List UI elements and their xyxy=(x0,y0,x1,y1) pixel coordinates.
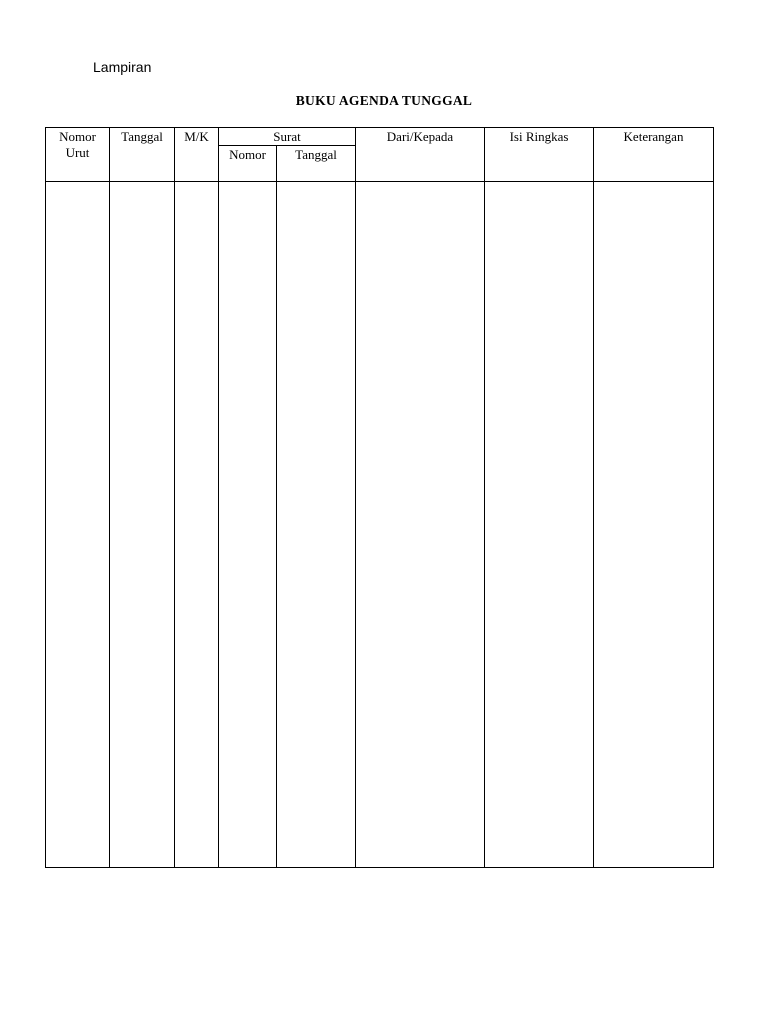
table-row xyxy=(46,182,714,868)
document-title: BUKU AGENDA TUNGGAL xyxy=(295,93,473,108)
cell-surat-nomor[interactable] xyxy=(219,182,277,868)
header-mk: M/K xyxy=(175,128,219,182)
header-isi-ringkas: Isi Ringkas xyxy=(485,128,594,182)
cell-dari-kepada[interactable] xyxy=(356,182,485,868)
header-row xyxy=(46,128,714,146)
header-surat-tanggal: Tanggal xyxy=(277,146,356,182)
cell-surat-tanggal[interactable] xyxy=(277,182,356,868)
cell-mk[interactable] xyxy=(175,182,219,868)
cell-isi-ringkas[interactable] xyxy=(485,182,594,868)
agenda-table xyxy=(45,127,714,868)
attachment-label: Lampiran xyxy=(93,59,152,75)
cell-nomor-urut[interactable] xyxy=(46,182,110,868)
header-dari-kepada: Dari/Kepada xyxy=(356,128,485,182)
header-nomor-urut: Nomor Urut xyxy=(46,128,110,182)
header-surat: Surat xyxy=(219,128,356,146)
cell-keterangan[interactable] xyxy=(594,182,714,868)
cell-tanggal[interactable] xyxy=(110,182,175,868)
header-surat-nomor: Nomor xyxy=(219,146,277,182)
header-tanggal: Tanggal xyxy=(110,128,175,182)
header-keterangan: Keterangan xyxy=(594,128,714,182)
